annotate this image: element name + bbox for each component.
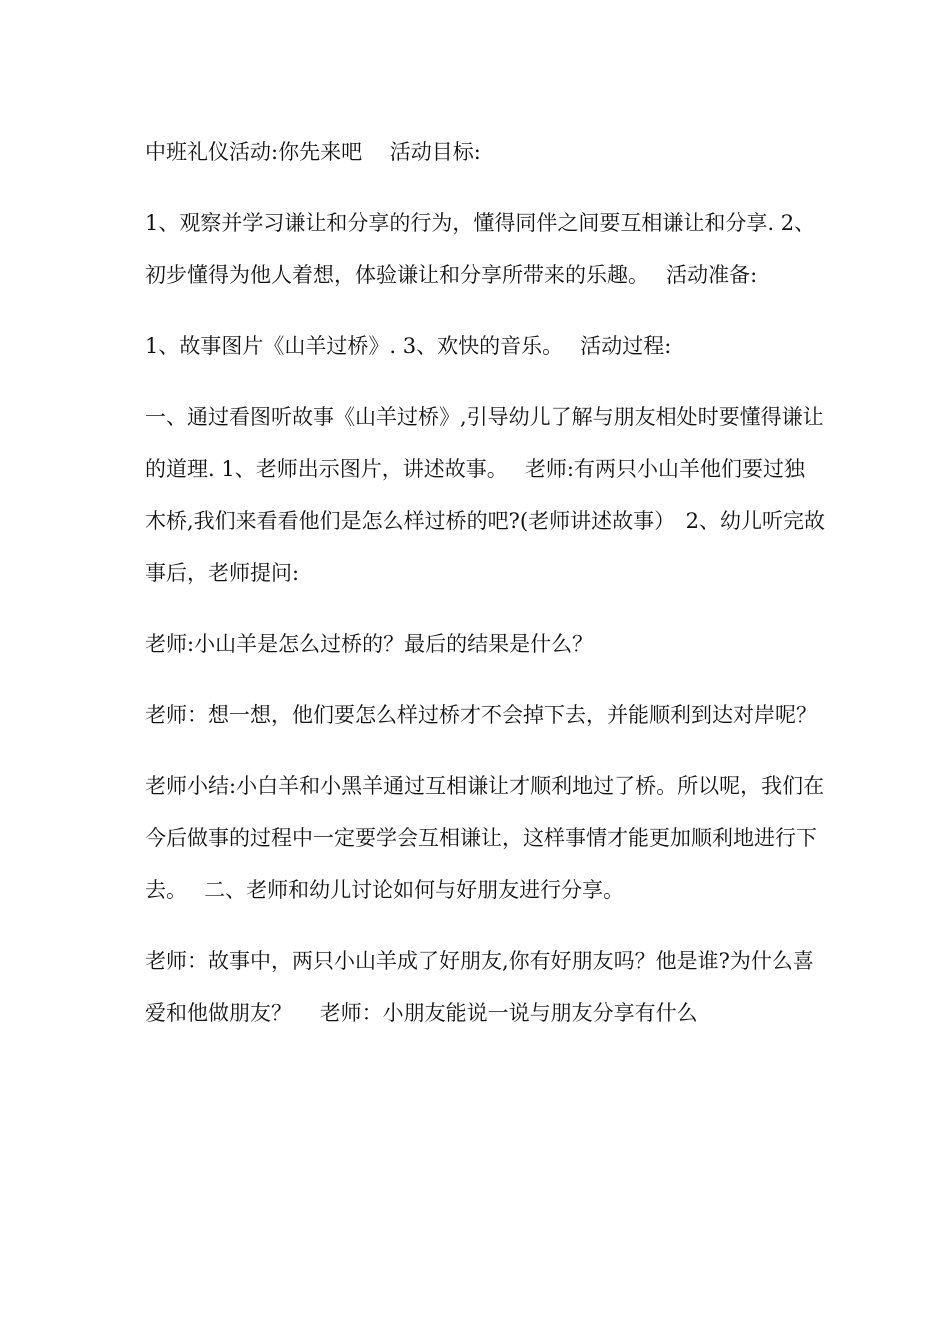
- paragraph-teacher-question-2: 老师：想一想，他们要怎么样过桥才不会掉下去，并能顺利到达对岸呢？: [145, 703, 817, 727]
- paragraph-teacher-friends: 老师：故事中，两只小山羊成了好朋友,你有好朋友吗？他是谁?为什么喜爱和他做朋友？ 老师：小朋友能说一说与朋友分享有什么: [145, 949, 814, 1025]
- paragraph-process-step-one: 一、通过看图听故事《山羊过桥》,引导幼儿了解与朋友相处时要懂得谦让的道理. 1、老师出示图片，讲述故事。 老师:有两只小山羊他们要过独木桥,我们来看看他们是怎么样过桥的吧?(老师讲述故事） 2、幼儿听完故事后，老师提问:: [145, 405, 825, 585]
- paragraph-goals-list: 1、观察并学习谦让和分享的行为，懂得同伴之间要互相谦让和分享. 2、初步懂得为他人着想，体验谦让和分享所带来的乐趣。 活动准备:: [145, 211, 816, 287]
- paragraph-teacher-summary: 老师小结:小白羊和小黑羊通过互相谦让才顺利地过了桥。所以呢，我们在今后做事的过程中一定要学会互相谦让，这样事情才能更加顺利地进行下去。 二、老师和幼儿讨论如何与好朋友进行分享。: [145, 774, 825, 902]
- paragraph-title-goals: 中班礼仪活动:你先来吧 活动目标:: [145, 140, 481, 164]
- paragraph-teacher-question-1: 老师:小山羊是怎么过桥的？最后的结果是什么？: [145, 632, 594, 656]
- document-body: [145, 126, 825, 1058]
- paragraph-preparation: 1、故事图片《山羊过桥》. 3、欢快的音乐。 活动过程:: [145, 334, 672, 358]
